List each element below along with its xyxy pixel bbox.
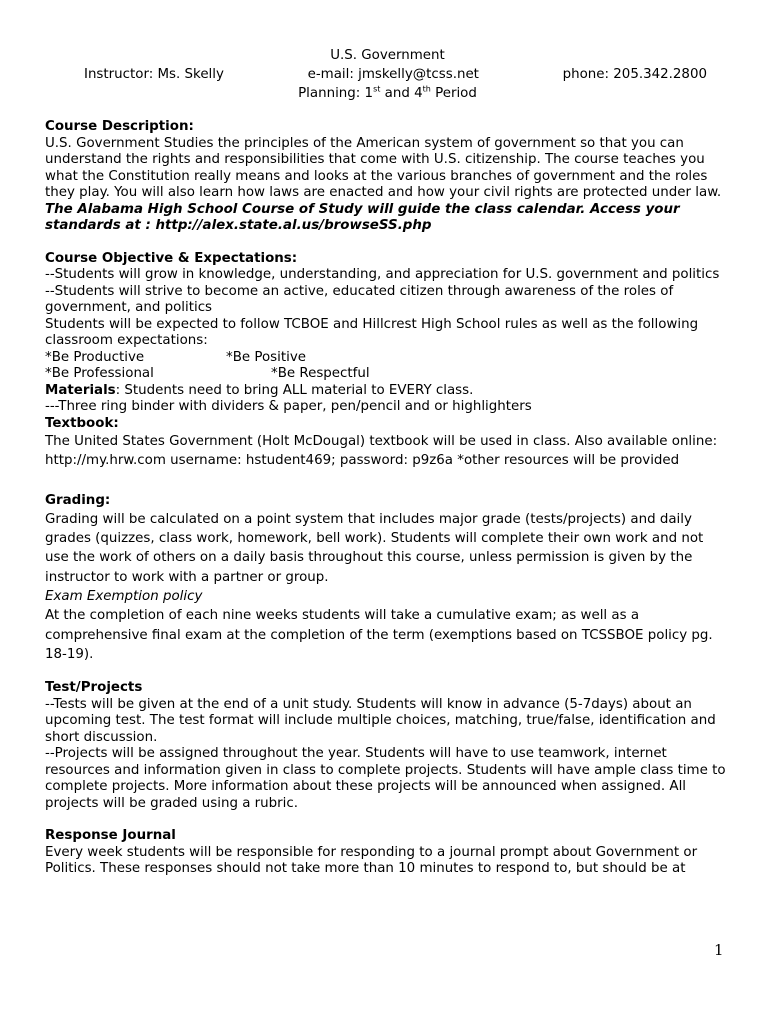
planning-mid: and 4 [380,86,423,101]
textbook-body: The United States Government (Holt McDougal) textbook will be used in class. Also available online: http://my.hrw.com username: hstudent469; password: p9z6a *other resources will be provided [45,434,718,469]
objective-line-1: --Students will grow in knowledge, understanding, and appreciation for U.S. government and politics [45,267,720,282]
course-description-section [45,119,730,235]
response-journal-section [45,828,730,878]
course-of-study-note: The Alabama High School Course of Study will guide the class calendar. Access your standards at : http://alex.state.al.us/browseSS.php [45,201,680,233]
objectives-heading: Course Objective & Expectations: [45,250,298,266]
course-title: U.S. Government [330,48,445,63]
instructor-email: e-mail: jmskelly@tcss.net [307,67,479,82]
expectations-row-1 [45,350,730,367]
objectives-section [45,251,730,416]
document-page [45,46,730,878]
expectation-positive: *Be Positive [226,349,306,365]
response-journal-heading: Response Journal [45,828,176,844]
course-description-body: U.S. Government Studies the principles of the American system of government so that you can understand the rights and responsibilities that come with U.S. citizenship. The course teaches you what the Constitution really means and looks at the various branches of government and the roles they play. You will also learn how laws are enacted and how your civil rights are protected under law. [45,135,722,200]
exam-exemption-heading: Exam Exemption policy [45,589,203,605]
expectation-productive: *Be Productive [45,349,145,365]
expectation-respectful: *Be Respectful [271,366,370,381]
tests-projects-section [45,680,730,812]
instructor-name: Instructor: Ms. Skelly [84,67,224,82]
grading-body: Grading will be calculated on a point system that includes major grade (tests/projects) and daily grades (quizzes, class work, homework, bell work). Students will complete their own work and not use the work of others on a daily basis throughout this course, unless permission is given by the instructor to work with a partner or group. [45,511,704,585]
objective-line-3: Students will be expected to follow TCBOE and Hillcrest High School rules as well as the following classroom expectations: [45,316,699,348]
textbook-section [45,416,730,471]
materials-label: Materials [45,382,116,398]
materials-text: : Students need to bring ALL material to EVERY class. [115,382,474,398]
textbook-heading: Textbook: [45,415,119,431]
tests-line: --Tests will be given at the end of a unit study. Students will know in advance (5-7days) about an upcoming test. The test format will include multiple choices, matching, true/false, identification and short discussion. [45,696,716,745]
grading-section [45,491,730,665]
instructor-phone: phone: 205.342.2800 [562,67,707,82]
projects-line: --Projects will be assigned throughout the year. Students will have to use teamwork, internet resources and information given in class to complete projects. Students will have ample class time to complete projects. More information about these projects will be announced when assigned. All projects will be graded using a rubric. [45,746,726,811]
page-number: 1 [714,941,724,959]
planning-sup2: th [422,84,431,94]
objective-line-2: --Students will strive to become an active, educated citizen through awareness of the roles of government, and politics [45,283,674,315]
grading-heading: Grading: [45,492,111,508]
exam-exemption-body: At the completion of each nine weeks students will take a cumulative exam; as well as a comprehensive final exam at the completion of the term (exemptions based on TCSSBOE policy pg. 18-19). [45,608,713,662]
materials-list: ---Three ring binder with dividers & paper, pen/pencil and or highlighters [45,399,532,414]
materials-line [45,383,730,400]
planning-suffix: Period [430,86,477,101]
tests-projects-heading: Test/Projects [45,680,143,696]
course-description-heading: Course Description: [45,119,194,134]
response-journal-body: Every week students will be responsible for responding to a journal prompt about Government or Politics. These responses should not take more than 10 minutes to respond to, but should be at [45,844,698,877]
planning-period [45,84,730,103]
planning-prefix: Planning: 1 [298,86,374,101]
expectations-row-2 [45,366,730,383]
contact-row [45,65,730,84]
planning-sup1: st [373,84,381,94]
expectation-professional: *Be Professional [45,366,154,381]
